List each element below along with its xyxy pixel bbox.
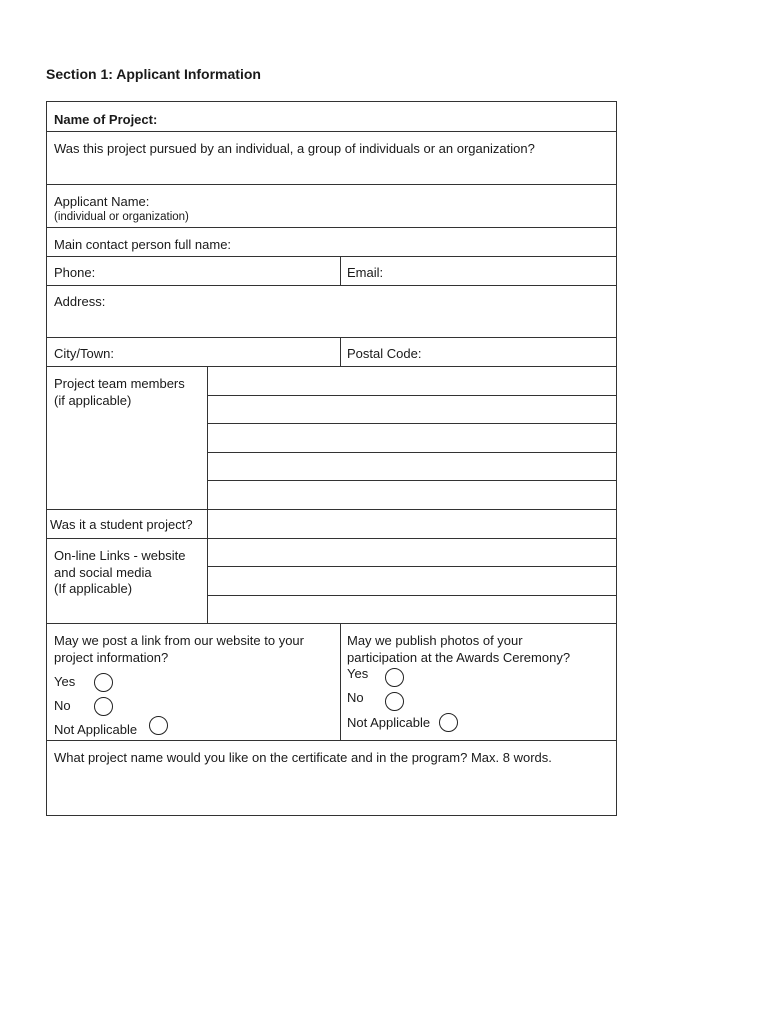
row-online-links xyxy=(47,539,616,624)
name-of-project-label: Name of Project: xyxy=(54,112,158,127)
photos-no-radio[interactable] xyxy=(385,692,404,711)
row-applicant-name[interactable] xyxy=(47,185,616,228)
link-na-radio[interactable] xyxy=(149,716,168,735)
photos-na-label: Not Applicable xyxy=(347,715,431,730)
link-yes-radio[interactable] xyxy=(94,673,113,692)
photos-question-line1: May we publish photos of your xyxy=(347,633,523,648)
link-yes-label: Yes xyxy=(54,674,76,689)
online-links-label-line1: On-line Links - website xyxy=(54,548,186,563)
certificate-question: What project name would you like on the certificate and in the program? Max. 8 words. xyxy=(54,750,552,765)
photos-yes-radio[interactable] xyxy=(385,668,404,687)
photos-na-radio[interactable] xyxy=(439,713,458,732)
row-team-members xyxy=(47,367,616,510)
phone-label: Phone: xyxy=(54,265,96,280)
team-member-field-1[interactable] xyxy=(208,367,616,396)
photos-yes-label: Yes xyxy=(347,666,369,681)
row-main-contact[interactable] xyxy=(47,228,616,257)
email-field[interactable] xyxy=(341,257,616,285)
applicant-name-label: Applicant Name: xyxy=(54,194,150,209)
row-address[interactable] xyxy=(47,286,616,338)
student-project-label: Was it a student project? xyxy=(50,517,193,532)
pursued-by-question: Was this project pursued by an individual, a group of individuals or an organization? xyxy=(54,141,535,156)
link-permission-cell xyxy=(47,624,341,740)
postal-code-field[interactable] xyxy=(341,338,616,366)
city-label: City/Town: xyxy=(54,346,114,361)
student-project-field[interactable] xyxy=(208,510,616,539)
section-title: Section 1: Applicant Information xyxy=(46,66,261,82)
postal-code-label: Postal Code: xyxy=(347,346,422,361)
online-link-field-3[interactable] xyxy=(208,596,616,624)
photos-permission-cell xyxy=(341,624,616,740)
link-question-line2: project information? xyxy=(54,650,169,665)
row-certificate-name[interactable] xyxy=(47,741,616,815)
photos-question-line2: participation at the Awards Ceremony? xyxy=(347,650,571,665)
applicant-form xyxy=(46,101,617,816)
team-member-field-5[interactable] xyxy=(208,481,616,510)
team-members-label: Project team members xyxy=(54,376,185,391)
link-question-line1: May we post a link from our website to your xyxy=(54,633,304,648)
applicant-name-hint: (individual or organization) xyxy=(54,211,189,223)
main-contact-label: Main contact person full name: xyxy=(54,237,232,252)
online-link-field-2[interactable] xyxy=(208,567,616,596)
row-permissions xyxy=(47,624,616,741)
link-na-label: Not Applicable xyxy=(54,722,138,737)
row-name-of-project[interactable] xyxy=(47,102,616,132)
online-link-field-1[interactable] xyxy=(208,539,616,567)
team-member-field-2[interactable] xyxy=(208,396,616,424)
phone-field[interactable] xyxy=(47,257,341,285)
photos-no-label: No xyxy=(347,690,364,705)
address-label: Address: xyxy=(54,294,106,309)
row-student-project xyxy=(47,510,616,539)
team-members-hint: (if applicable) xyxy=(54,393,132,408)
city-field[interactable] xyxy=(47,338,341,366)
link-no-radio[interactable] xyxy=(94,697,113,716)
online-links-label-line2: and social media xyxy=(54,565,152,580)
row-pursued-by[interactable] xyxy=(47,132,616,185)
link-no-label: No xyxy=(54,698,71,713)
row-phone-email xyxy=(47,257,616,286)
row-city-postal xyxy=(47,338,616,367)
email-label: Email: xyxy=(347,265,384,280)
team-member-field-4[interactable] xyxy=(208,453,616,481)
team-member-field-3[interactable] xyxy=(208,424,616,453)
online-links-hint: (If applicable) xyxy=(54,581,133,596)
